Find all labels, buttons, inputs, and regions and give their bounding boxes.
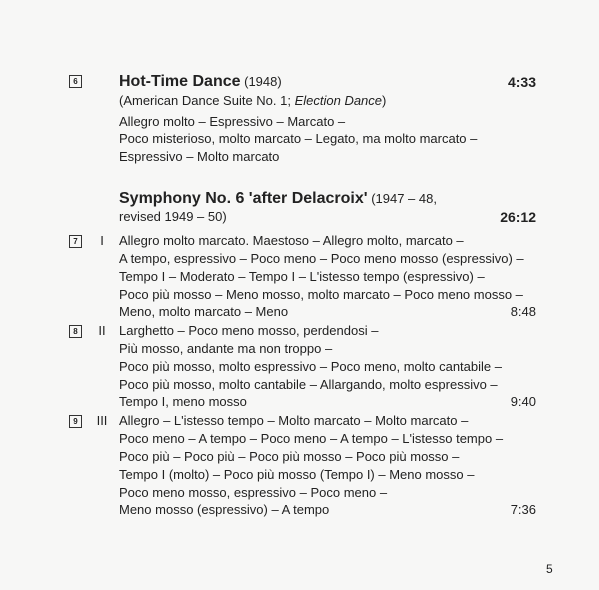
- track-number-9: 9: [69, 415, 82, 428]
- work1-year: (1948): [240, 74, 282, 89]
- work2-title: Symphony No. 6 'after Delacroix': [119, 190, 368, 207]
- movement-2-line: Poco più mosso, molto espressivo – Poco meno, molto cantabile –: [119, 359, 502, 374]
- track-number-7: 7: [69, 235, 82, 248]
- work1-duration: 4:33: [507, 74, 536, 90]
- track-number-8: 8: [69, 325, 82, 338]
- work2-year: (1947 – 48,: [367, 191, 437, 206]
- movement-1-line: Allegro molto marcato. Maestoso – Allegro molto, marcato –: [119, 233, 464, 248]
- movement-roman-2: II: [98, 323, 106, 338]
- movement-roman-1: I: [100, 233, 104, 248]
- track-number-6: 6: [69, 75, 82, 88]
- movement-1-line: A tempo, espressivo – Poco meno – Poco meno mosso (espressivo) –: [119, 251, 524, 266]
- movement-1-duration: 8:48: [510, 304, 536, 319]
- movement-2-line: Larghetto – Poco meno mosso, perdendosi –: [119, 323, 379, 338]
- work1-subtitle: [119, 92, 386, 110]
- movement-roman-3: III: [96, 413, 108, 428]
- movement-2-line: Tempo I, meno mosso: [119, 394, 247, 409]
- work1-subtitle-post: ): [382, 93, 387, 108]
- movement-3-line: Poco meno – A tempo – Poco meno – A tempo – L'istesso tempo –: [119, 431, 504, 446]
- movement-1-line: Poco più mosso – Meno mosso, molto marcato – Poco meno mosso –: [119, 287, 523, 302]
- movement-3-line: Tempo I (molto) – Poco più mosso (Tempo I) – Meno mosso –: [119, 467, 475, 482]
- page-number: 5: [546, 562, 553, 576]
- work2-revised: revised 1949 – 50): [119, 209, 227, 224]
- work1-subtitle-italic: Election Dance: [294, 93, 383, 108]
- movement-2-duration: 9:40: [510, 394, 536, 409]
- movement-1-line: Meno, molto marcato – Meno: [119, 304, 289, 319]
- work2-duration: 26:12: [500, 209, 536, 225]
- work1-title: Hot-Time Dance: [119, 73, 241, 90]
- work1-title-line: [119, 73, 282, 91]
- movement-3-line: Poco meno mosso, espressivo – Poco meno –: [119, 485, 388, 500]
- work2-title-line: [119, 190, 437, 208]
- movement-2-line: Più mosso, andante ma non troppo –: [119, 341, 333, 356]
- movement-3-line: Meno mosso (espressivo) – A tempo: [119, 502, 330, 517]
- movement-3-duration: 7:36: [510, 502, 536, 517]
- work1-tempo-line: Espressivo – Molto marcato: [119, 149, 280, 164]
- movement-3-line: Allegro – L'istesso tempo – Molto marcato – Molto marcato –: [119, 413, 469, 428]
- movement-2-line: Poco più mosso, molto cantabile – Allargando, molto espressivo –: [119, 377, 498, 392]
- work1-tempo-line: Allegro molto – Espressivo – Marcato –: [119, 114, 346, 129]
- work1-tempo-line: Poco misterioso, molto marcato – Legato, ma molto marcato –: [119, 131, 478, 146]
- movement-3-line: Poco più – Poco più – Poco più mosso – Poco più mosso –: [119, 449, 460, 464]
- work1-subtitle-pre: (American Dance Suite No. 1;: [119, 93, 295, 108]
- movement-1-line: Tempo I – Moderato – Tempo I – L'istesso tempo (espressivo) –: [119, 269, 485, 284]
